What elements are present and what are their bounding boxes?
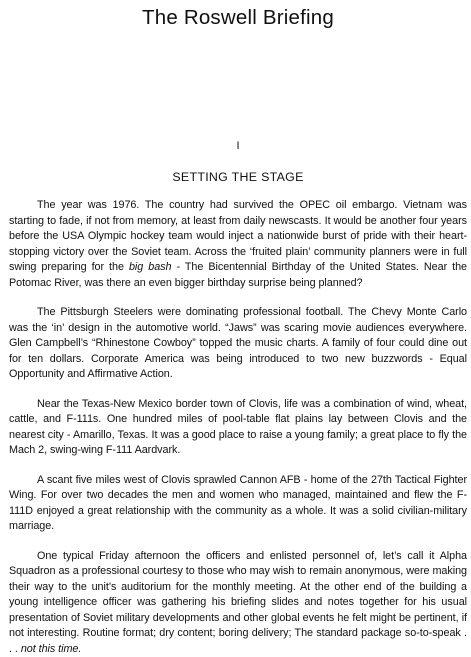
paragraph-5 — [9, 549, 467, 657]
paragraph-5-text: One typical Friday afternoon the officers and enlisted personnel of, let’s call it Alpha Squadron as a professional courtesy to those who may wish to remain anonymous, were making their way to the unit’s auditorium for the monthly meeting. At the other end of the building a young intelligence officer was gathering his briefing slides and notes together for his usual presentation of Soviet military developments and other global events he felt might be pertinent, if not interesting. Routine format; dry content; boring delivery; The standard package so-to-speak . . . — [9, 550, 467, 655]
paragraph-1-text-b: - The Bicentennial Birthday of the United States. Near the Potomac River, was there an even bigger birthday surprise being planned? — [9, 261, 467, 289]
section-heading: SETTING THE STAGE — [9, 170, 467, 185]
paragraph-1-italic-big-bash: big bash — [129, 261, 172, 273]
document-title: The Roswell Briefing — [9, 6, 467, 30]
paragraph-2-text: The Pittsburgh Steelers were dominating professional football. The Chevy Monte Carlo was the ‘in’ design in the automotive world. “Jaws” was scaring movie audiences everywhere. Glen Campbell’s “Rhinestone Cowboy” topped the music charts. A family of four could dine out for ten dollars. Corporate America was being introduced to two new buzzwords - Equal Opportunity and Affirmative Action. — [9, 306, 467, 380]
paragraph-5-italic-ending: not this time. — [21, 643, 82, 655]
paragraph-2 — [9, 305, 467, 383]
paragraph-4-text: A scant five miles west of Clovis sprawled Cannon AFB - home of the 27th Tactical Fighter Wing. For over two decades the men and women who managed, maintained and flew the F-111D enjoyed a great relationship with the community as a whole. It was a solid civilian-military marriage. — [9, 474, 467, 533]
chapter-number: I — [9, 140, 467, 153]
paragraph-1 — [9, 198, 467, 291]
paragraph-1-text-a: The year was 1976. The country had survived the OPEC oil embargo. Vietnam was starting to fade, if not from memory, at least from daily newscasts. It would be another four years before the USA Olympic hockey team would inject a nationwide burst of pride with their heart-stopping victory over the Soviet team. Across the ‘fruited plain’ community planners were in full swing preparing for the — [9, 199, 467, 273]
paragraph-4 — [9, 473, 467, 535]
paragraph-3 — [9, 397, 467, 459]
paragraph-3-text: Near the Texas-New Mexico border town of Clovis, life was a combination of wind, wheat, cattle, and F-111s. One hundred miles of pool-table flat plains lay between Clovis and the nearest city - Amarillo, Texas. It was a good place to raise a young family; a great place to fly the Mach 2, swing-wing F-111 Aardvark. — [9, 398, 467, 457]
